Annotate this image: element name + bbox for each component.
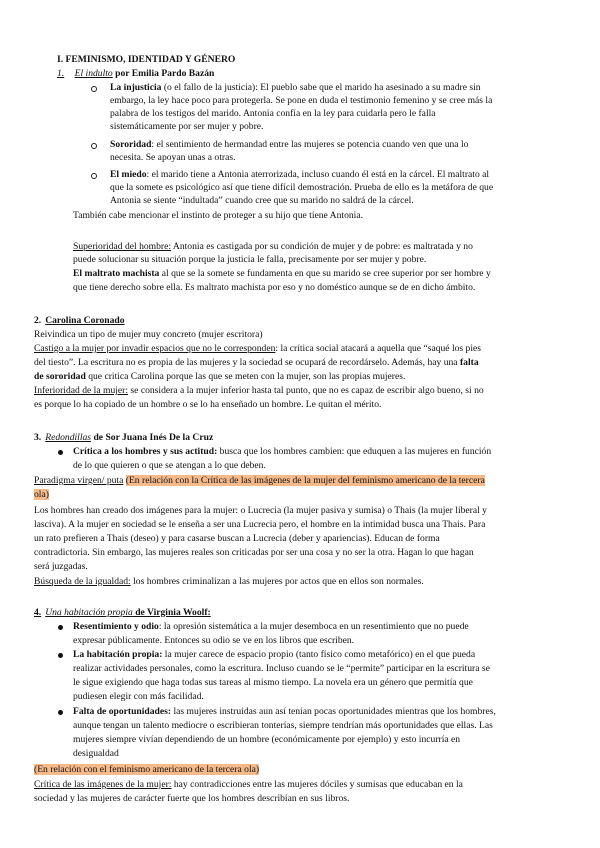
paragraph: El maltrato machista al que se la somete se fundamenta en que su marido se cree superior por ser hombre y: [73, 268, 491, 279]
paragraph-highlighted: Paradigma virgen/ puta (En relación con la Crítica de las imágenes de la mujer del feminismo americano de la tercera: [34, 475, 485, 486]
bullet-circle-icon: [91, 86, 97, 92]
bullet-text: desigualdad: [73, 748, 119, 759]
bullet-dot-icon: [58, 653, 63, 658]
paragraph: Superioridad del hombre: Antonia es castigada por su condición de mujer y de pobre: es maltratada y no: [73, 241, 473, 252]
bullet-text: que la somete es psicológico así que tiene difícil demostración. Prueba de ello es la metáfora de que: [110, 182, 494, 193]
bullet-text: Crítica a los hombres y sus actitud: busca que los hombres cambien: que eduquen a las mujeres en función: [73, 446, 492, 457]
bullet-text: Falta de oportunidades: las mujeres instruidas aun así tenían pocas oportunidades mientras que los hombres,: [73, 706, 496, 717]
bullet-text: Sororidad: el sentimiento de hermandad entre las mujeres se potencia cuando ven que una lo: [110, 139, 469, 150]
bullet-text: mujeres siempre vivían dependiendo de un hombre (económicamente por ejemplo) y esto incurría en: [73, 734, 461, 745]
bullet-text: Antonia se siente “indultada” cuando cree que su marido no saldrá de la cárcel.: [110, 195, 414, 206]
bullet-dot-icon: [58, 625, 63, 630]
work-title: El indulto: [74, 68, 113, 79]
subsection-title-4: 4. Una habitación propia de Virginia Woolf:: [34, 607, 211, 618]
bullet-dot-icon: [58, 710, 63, 715]
paragraph: que tiene derecho sobre ella. Es maltrato machista por eso y no doméstico aunque se de en dicho ámbito.: [73, 282, 476, 293]
paragraph: Inferioridad de la mujer: se considera a la mujer inferior hasta tal punto, que no es capaz de escribir algo bueno, si no: [34, 385, 484, 396]
bullet-text: necesita. Se apoyan unas a otras.: [110, 152, 236, 163]
section-heading: I. FEMINISMO, IDENTIDAD Y GÉNERO: [57, 54, 236, 65]
bullet-text: pudiesen elegir con más facilidad.: [73, 691, 204, 702]
bullet-text: sistemáticamente por ser mujer y pobre.: [110, 121, 264, 132]
bullet-text: expresar públicamente. Entonces su odio se ve en los libros que escriben.: [73, 635, 355, 646]
subsection-title-3: 3. Redondillas de Sor Juana Inés De la Cruz: [34, 432, 214, 443]
bullet-circle-icon: [91, 143, 97, 149]
paragraph: sociedad y las mujeres de carácter fuerte que los hombres describían en sus libros.: [34, 793, 350, 804]
paragraph-highlighted: ola): [34, 489, 49, 500]
bullet-text: Resentimiento y odio: la opresión sistemática a la mujer desemboca en un resentimiento que no puede: [73, 621, 469, 632]
bullet-circle-icon: [91, 173, 97, 179]
paragraph: contradictoria. Sin embargo, las mujeres reales son criticadas por ser una cosa y no ser la otra. Hagan lo que hagan: [34, 547, 474, 558]
paragraph: También cabe mencionar el instinto de proteger a su hijo que tiene Antonia.: [73, 210, 363, 221]
bullet-text: La habitación propia: la mujer carece de espacio propio (tanto físico como metafórico) en el que pueda: [73, 649, 476, 660]
bullet-text: le sigue exigiendo que haga todas sus tareas al mismo tiempo. La novela era un género que permitía que: [73, 677, 473, 688]
paragraph: Reivindica un tipo de mujer muy concreto (mujer escritora): [34, 329, 263, 340]
paragraph-highlighted: (En relación con el feminismo americano de la tercera ola): [34, 764, 260, 775]
bullet-text: de lo que quieren o que se atengan a lo que deben.: [73, 460, 266, 471]
subsection-title-1: 1. El indulto por Emilia Pardo Bazán: [57, 68, 215, 79]
subsection-title-2: 2. Carolina Coronado: [34, 315, 125, 326]
paragraph: puede solucionar su situación porque la justicia le falla, precisamente por ser mujer y pobre.: [73, 254, 427, 265]
paragraph: un rato prefieren a Thais (deseo) y para casarse buscan a Lucrecia (deber y apariencias). Educan de forma: [34, 533, 440, 544]
paragraph: Búsqueda de la igualdad: los hombres criminalizan a las mujeres por actos que en ellos son normales.: [34, 576, 424, 587]
paragraph: Castigo a la mujer por invadir espacios que no le corresponden: la crítica social atacará a aquella que “saqué los pies: [34, 343, 482, 354]
bullet-text: embargo, la ley hace poco para protegerla. Se pone en duda el testimonio femenino y se cree más la: [110, 95, 493, 106]
paragraph: lasciva). A la mujer en sociedad se le enseña a ser una Lucrecia pero, el hombre en la intimidad busca una Thais. Para: [34, 519, 486, 530]
bullet-text: palabra de los testigos del marido. Antonia confía en la ley para cuidarla pero le falla: [110, 108, 436, 119]
paragraph: será juzgadas.: [34, 561, 88, 572]
bullet-text: aunque tengan un talento mediocre o escribieran tonterías, siempre tendrían más oportunidades que ellas. Las: [73, 720, 493, 731]
paragraph: Los hombres han creado dos imágenes para la mujer: o Lucrecia (la mujer pasiva y sumisa) o Thais (la mujer liberal y: [34, 505, 487, 516]
paragraph: Crítica de las imágenes de la mujer: hay contradicciones entre las mujeres dóciles y sumisas que educaban en la: [34, 779, 463, 790]
work-author: por Emilia Pardo Bazán: [115, 68, 215, 79]
paragraph: del tiesto”. La escritura no es propia de las mujeres y la sociedad se ocupará de recordárselo. Además, hay una falta: [34, 357, 479, 368]
bullet-dot-icon: [58, 450, 63, 455]
bullet-text: El miedo: el marido tiene a Antonia aterrorizada, incluso cuando él está en la cárcel. El maltrato al: [110, 169, 490, 180]
bullet-text: La injusticia (o el fallo de la justicia): El pueblo sabe que el marido ha asesinado a su madre sin: [110, 82, 481, 93]
paragraph: es porque lo ha copiado de un hombre o se lo ha enseñado un hombre. Le quitan el mérito.: [34, 399, 382, 410]
bullet-text: realizar actividades personales, como la escritura. Incluso cuando se le “permite” participar en la escritura se: [73, 663, 490, 674]
paragraph: de sororidad que critica Carolina porque las que se meten con la mujer, son las propias mujeres.: [34, 371, 406, 382]
